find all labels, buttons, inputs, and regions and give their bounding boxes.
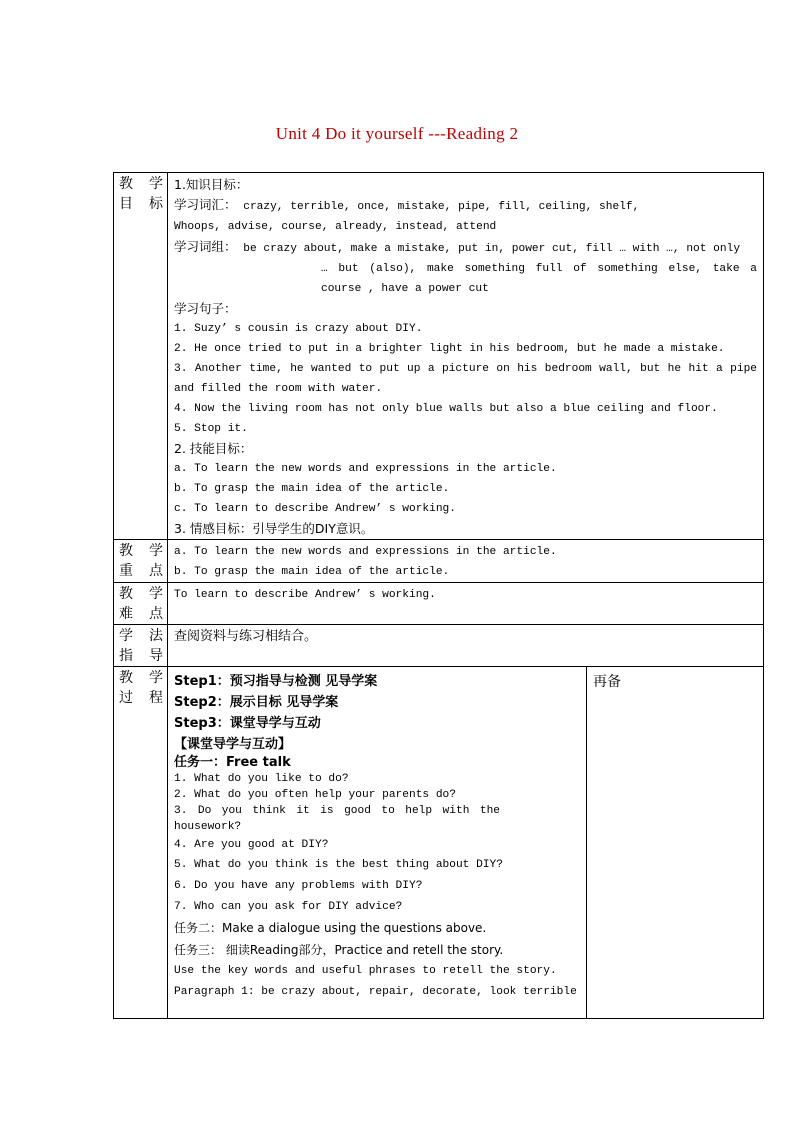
row-method xyxy=(114,625,764,667)
method-text: 查阅资料与练习相结合。 xyxy=(174,629,318,644)
step-item: Step3：课堂导学与互动 xyxy=(174,716,321,731)
sentence-item: 4. Now the living room has not only blue walls but also a blue ceiling and floor. xyxy=(174,403,718,415)
difficulty-content xyxy=(168,583,764,625)
skill-item: a. To learn the new words and expressions in the article. xyxy=(174,463,557,475)
row-label: 教 学 重点 xyxy=(114,540,168,583)
difficulty-text: To learn to describe Andrew’ s working. xyxy=(174,589,436,601)
paragraph-1-keywords: Paragraph 1: be crazy about, repair, decorate, look terrible xyxy=(174,986,577,998)
row-difficulty xyxy=(114,583,764,625)
sentence-item: 5. Stop it. xyxy=(174,423,248,435)
row-label: 教 学 过程 xyxy=(114,667,168,1019)
sentence-item: 2. He once tried to put in a brighter light in his bedroom, but he made a mistake. xyxy=(174,343,725,355)
question-item: 4. Are you good at DIY? xyxy=(174,839,329,851)
sentence-heading: 学习句子： xyxy=(174,301,237,316)
method-content xyxy=(168,625,764,667)
row-process xyxy=(114,667,764,1019)
row-teaching-goals xyxy=(114,173,764,540)
step-item: Step2：展示目标 见导学案 xyxy=(174,695,339,710)
row-label: 学 法 指导 xyxy=(114,625,168,667)
emotion-heading: 3. 情感目标：引导学生的DIY意识。 xyxy=(174,521,374,536)
vocab-line-2: Whoops, advise, course, already, instead, attend xyxy=(174,221,497,233)
remark-cell xyxy=(587,667,764,1019)
task3-line-2: Use the key words and useful phrases to retell the story. xyxy=(174,965,557,977)
question-item: 3. Do you think it is good to help with the housework? xyxy=(174,805,500,833)
section-heading: 【课堂导学与互动】 xyxy=(174,737,292,752)
phrase-line-3: course , have a power cut xyxy=(321,283,489,295)
question-item: 2. What do you often help your parents do? xyxy=(174,789,456,801)
phrase-line: 学习词组： be crazy about, make a mistake, put in, power cut, fill … with …, not only xyxy=(174,239,741,255)
question-item: 1. What do you like to do? xyxy=(174,773,349,785)
goals-content xyxy=(168,173,764,540)
key-point-item: b. To grasp the main idea of the article. xyxy=(174,566,450,578)
key-point-item: a. To learn the new words and expressions in the article. xyxy=(174,546,557,558)
knowledge-heading: 1.知识目标： xyxy=(174,177,249,192)
vocab-line: 学习词汇： crazy, terrible, once, mistake, pipe, fill, ceiling, shelf, xyxy=(174,197,640,213)
phrase-line-2: … but (also), make something full of something else, take a xyxy=(321,263,757,275)
question-item: 7. Who can you ask for DIY advice? xyxy=(174,901,403,913)
task1-heading: 任务一：Free talk xyxy=(174,755,291,770)
lesson-plan-table xyxy=(113,172,764,1019)
sentence-item: 3. Another time, he wanted to put up a picture on his bedroom wall, but he hit a pipe and filled the room with water. xyxy=(174,363,757,395)
step-item: Step1：预习指导与检测 见导学案 xyxy=(174,674,378,689)
row-label: 教 学 目标 xyxy=(114,173,168,540)
question-item: 6. Do you have any problems with DIY? xyxy=(174,880,423,892)
sentence-item: 1. Suzy’ s cousin is crazy about DIY. xyxy=(174,323,423,335)
question-item: 5. What do you think is the best thing about DIY? xyxy=(174,859,503,871)
page-title: Unit 4 Do it yourself ---Reading 2 xyxy=(275,124,519,143)
key-points-content xyxy=(168,540,764,583)
task3-text: 任务三： 细读Reading部分，Practice and retell the story. xyxy=(174,943,504,957)
remark-label: 再备 xyxy=(593,674,621,690)
process-content xyxy=(168,667,587,1019)
row-key-points xyxy=(114,540,764,583)
task2-text: 任务二：Make a dialogue using the questions above. xyxy=(174,921,487,935)
skill-item: c. To learn to describe Andrew’ s working. xyxy=(174,503,456,515)
skill-heading: 2. 技能目标： xyxy=(174,441,253,456)
skill-item: b. To grasp the main idea of the article. xyxy=(174,483,450,495)
row-label: 教 学 难点 xyxy=(114,583,168,625)
